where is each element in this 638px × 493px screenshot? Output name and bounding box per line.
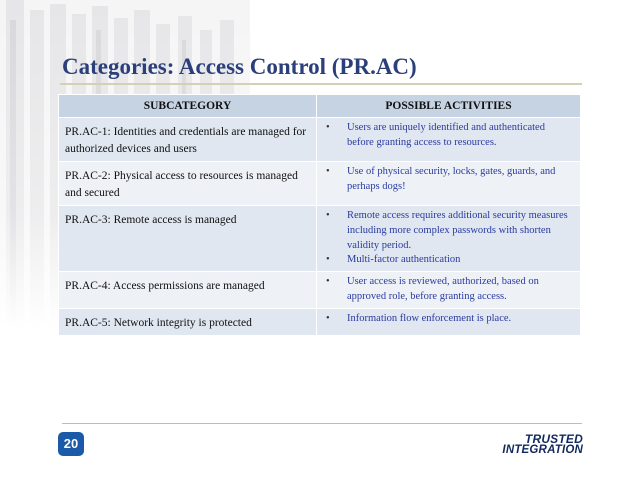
header-possible-activities: POSSIBLE ACTIVITIES (317, 95, 581, 118)
table-row (59, 118, 581, 162)
bullet-icon: • (326, 210, 330, 221)
activity-text: Remote access requires additional security measures including more complex passwords with shorten validity period. (347, 210, 568, 251)
bullet-icon: • (326, 122, 330, 133)
activity-item (323, 312, 574, 327)
title-underline (60, 83, 582, 85)
table-header-row (59, 95, 581, 118)
table-row (59, 206, 581, 272)
bullet-icon: • (326, 276, 330, 288)
subcategory-cell: PR.AC-4: Access permissions are managed (59, 272, 317, 309)
trusted-integration-logo (497, 433, 583, 459)
activity-text: Use of physical security, locks, gates, guards, and perhaps dogs! (347, 166, 556, 192)
table-row (59, 272, 581, 309)
activity-text: User access is reviewed, authorized, based on approved role, before granting access. (347, 276, 539, 302)
access-control-table (58, 94, 581, 336)
activities-cell (317, 162, 581, 206)
activity-item (323, 165, 574, 195)
subcategory-cell: PR.AC-1: Identities and credentials are managed for authorized devices and users (59, 118, 317, 162)
activity-item (323, 209, 574, 253)
activities-cell (317, 118, 581, 162)
logo-line-1: TRUSTED (524, 432, 583, 446)
footer-divider (62, 423, 582, 424)
activities-cell (317, 206, 581, 272)
bullet-icon: • (326, 312, 330, 324)
activity-item (323, 275, 574, 305)
slide-title: Categories: Access Control (PR.AC) (62, 54, 417, 79)
activity-text: Information flow enforcement is place. (347, 312, 512, 324)
activity-item (323, 121, 574, 151)
table-row (59, 308, 581, 335)
bullet-icon: • (326, 166, 330, 177)
subcategory-cell: PR.AC-3: Remote access is managed (59, 206, 317, 272)
logo-line-2: INTEGRATION (502, 444, 583, 456)
header-subcategory: SUBCATEGORY (59, 95, 317, 118)
subcategory-cell: PR.AC-5: Network integrity is protected (59, 308, 317, 335)
activities-cell (317, 308, 581, 335)
activities-cell (317, 272, 581, 309)
activity-item (323, 253, 574, 268)
activity-text: Multi-factor authentication (347, 254, 461, 266)
bullet-icon: • (326, 254, 330, 266)
subcategory-cell: PR.AC-2: Physical access to resources is managed and secured (59, 162, 317, 206)
table-row (59, 162, 581, 206)
page-number-badge: 20 (58, 432, 84, 456)
activity-text: Users are uniquely identified and authenticated before granting access to resources. (347, 122, 545, 148)
